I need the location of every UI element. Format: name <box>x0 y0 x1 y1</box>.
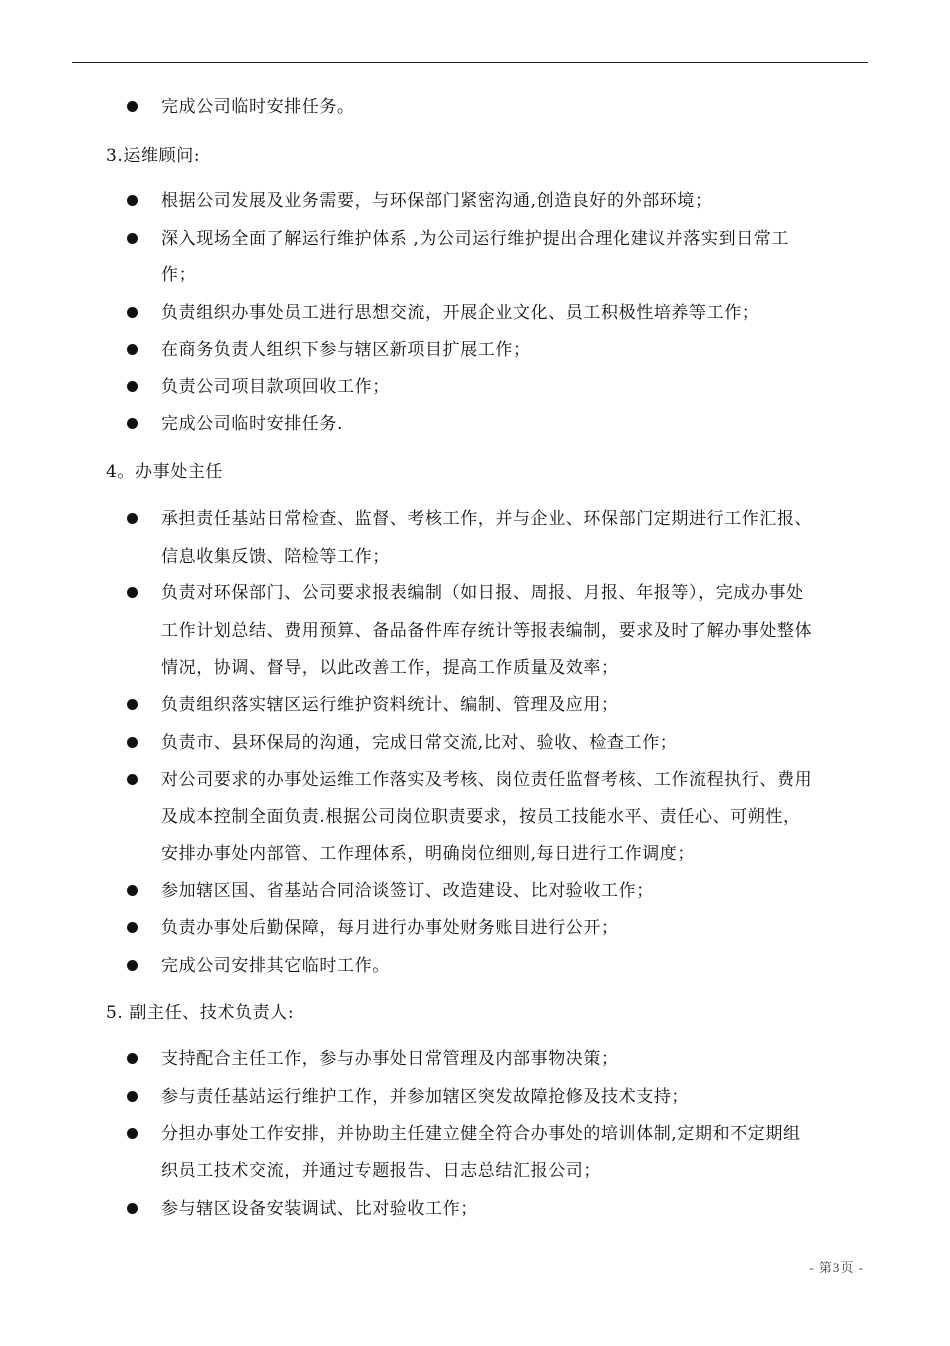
list-item-text: 对公司要求的办事处运维工作落实及考核、岗位责任监督考核、工作流程执行、费用 <box>161 770 813 790</box>
bullet-icon <box>127 699 138 710</box>
list-item-text: 根据公司发展及业务需要，与环保部门紧密沟通,创造良好的外部环境； <box>161 191 713 211</box>
bullet-icon <box>127 587 138 598</box>
bullet-icon <box>127 922 138 933</box>
bullet-icon <box>127 233 138 244</box>
bullet-icon <box>127 885 138 896</box>
list-item-text: 负责市、县环保局的沟通，完成日常交流,比对、验收、检查工作； <box>161 733 678 753</box>
list-item-text: 安排办事处内部管、工作理体系，明确岗位细则,每日进行工作调度； <box>161 844 696 864</box>
list-item-text: 深入现场全面了解运行维护体系 ,为公司运行维护提出合理化建议并落实到日常工 <box>161 229 790 249</box>
bullet-icon <box>127 1053 138 1064</box>
list-item-text: 信息收集反馈、陪检等工作； <box>161 547 390 567</box>
bullet-icon <box>127 418 138 429</box>
bullet-icon <box>127 737 138 748</box>
list-item-text: 参与责任基站运行维护工作，并参加辖区突发故障抢修及技术支持； <box>161 1087 689 1107</box>
bullet-icon <box>127 344 138 355</box>
list-item-text: 分担办事处工作安排，并协助主任建立健全符合办事处的培训体制,定期和不定期组 <box>161 1124 801 1144</box>
bullet-icon <box>127 101 138 112</box>
list-item-text: 作； <box>161 265 197 285</box>
bullet-icon <box>127 1203 138 1214</box>
bullet-icon <box>127 307 138 318</box>
list-item-text: 参与辖区设备安装调试、比对验收工作； <box>161 1199 478 1219</box>
page-number: - 第3页 - <box>809 1260 864 1275</box>
bullet-icon <box>127 774 138 785</box>
list-item-text: 在商务负责人组织下参与辖区新项目扩展工作； <box>161 340 531 360</box>
list-item-text: 及成本控制全面负责.根据公司岗位职责要求，按员工技能水平、责任心、可朔性， <box>161 807 801 827</box>
list-item-text: 支持配合主任工作，参与办事处日常管理及内部事物决策； <box>161 1049 619 1069</box>
section-heading: 4。办事处主任 <box>106 462 224 482</box>
list-item-text: 负责组织落实辖区运行维护资料统计、编制、管理及应用； <box>161 695 619 715</box>
list-item-text: 承担责任基站日常检查、监督、考核工作，并与企业、环保部门定期进行工作汇报、 <box>161 509 813 529</box>
list-item-text: 完成公司临时安排任务. <box>161 414 344 434</box>
bullet-icon <box>127 1128 138 1139</box>
bullet-icon <box>127 960 138 971</box>
bullet-icon <box>127 195 138 206</box>
list-item-text: 工作计划总结、费用预算、备品备件库存统计等报表编制，要求及时了解办事处整体 <box>161 621 813 641</box>
list-item-text: 织员工技术交流，并通过专题报告、日志总结汇报公司； <box>161 1161 601 1181</box>
list-item-text: 负责办事处后勤保障，每月进行办事处财务账目进行公开； <box>161 918 619 938</box>
list-item-text: 负责公司项目款项回收工作； <box>161 377 390 397</box>
list-item-text: 负责组织办事处员工进行思想交流，开展企业文化、员工积极性培养等工作； <box>161 303 760 323</box>
section-heading: 3.运维顾问: <box>106 146 201 166</box>
header-rule <box>72 62 868 63</box>
list-item-text: 完成公司安排其它临时工作。 <box>161 956 390 976</box>
list-item-text: 负责对环保部门、公司要求报表编制（如日报、周报、月报、年报等），完成办事处 <box>161 583 804 603</box>
bullet-icon <box>127 381 138 392</box>
bullet-icon <box>127 1091 138 1102</box>
bullet-icon <box>127 513 138 524</box>
list-item-text: 完成公司临时安排任务。 <box>161 97 355 117</box>
list-item-text: 参加辖区国、省基站合同洽谈签订、改造建设、比对验收工作； <box>161 881 654 901</box>
section-heading: 5. 副主任、技术负责人: <box>106 1003 295 1023</box>
list-item-text: 情况，协调、督导，以此改善工作，提高工作质量及效率； <box>161 658 619 678</box>
